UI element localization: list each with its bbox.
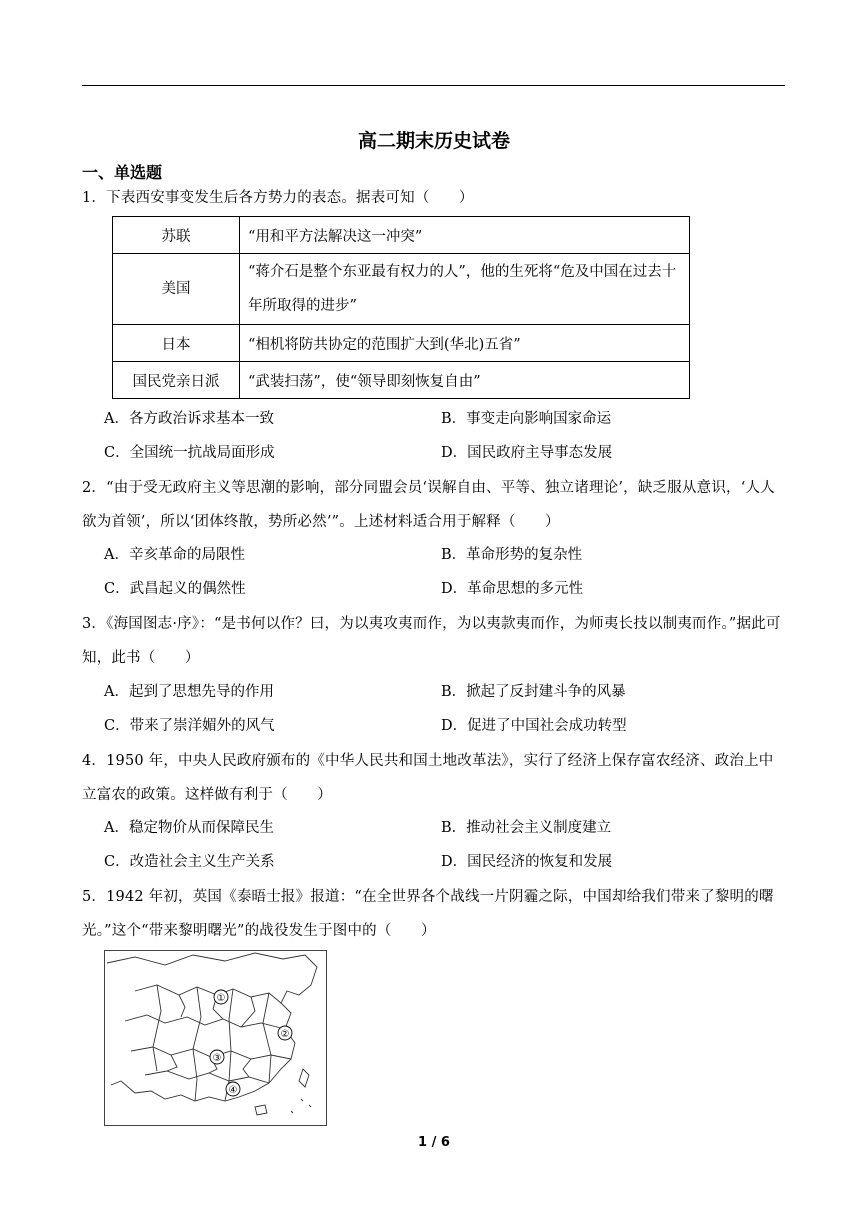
- question-1-stem: 1．下表西安事变发生后各方势力的表态。据表可知（ ）: [82, 190, 474, 206]
- question-1-option-b: B．事变走向影响国家命运: [441, 411, 612, 427]
- question-2-option-c: C．武昌起义的偶然性: [104, 581, 246, 597]
- table-cell-party: 苏联: [113, 217, 240, 254]
- question-2-option-a: A．辛亥革命的局限性: [104, 547, 245, 563]
- map-label-1: ①: [216, 993, 226, 1004]
- china-map-figure: [104, 950, 327, 1126]
- question-3-option-b: B．掀起了反封建斗争的风暴: [441, 684, 626, 700]
- table-cell-statement: “相机将防共协定的范围扩大到(华北)五省”: [240, 325, 690, 362]
- header-rule: [82, 85, 785, 86]
- question-3-option-c: C．带来了崇洋媚外的风气: [104, 718, 275, 734]
- map-label-3: ③: [212, 1053, 222, 1064]
- question-4-option-c: C．改造社会主义生产关系: [104, 854, 275, 870]
- table-row: [113, 325, 690, 362]
- table-row: [113, 217, 690, 254]
- question-1-option-d: D．国民政府主导事态发展: [441, 445, 613, 461]
- question-1-option-a: A．各方政治诉求基本一致: [104, 411, 274, 427]
- xian-incident-table: [112, 216, 690, 399]
- table-cell-statement: “用和平方法解决这一冲突”: [240, 217, 690, 254]
- table-row: [113, 254, 690, 325]
- question-5-stem: 5．1942 年初，英国《泰晤士报》报道：“在全世界各个战线一片阴霾之际，中国却给我们带来了黎明的曙光。”这个“带来黎明曙光”的战役发生于图中的（ ）: [82, 889, 774, 939]
- table-cell-statement: “武装扫荡”，使“领导即刻恢复自由”: [240, 362, 690, 399]
- table-cell-party: 国民党亲日派: [113, 362, 240, 399]
- table-cell-statement: “蒋介石是整个东亚最有权力的人”，他的生死将“危及中国在过去十年所取得的进步”: [240, 254, 690, 325]
- map-label-2: ②: [280, 1029, 290, 1040]
- section-heading: 一、单选题: [82, 163, 163, 182]
- question-3-stem: 3．《海国图志·序》：“是书何以作？曰，为以夷攻夷而作，为以夷款夷而作，为师夷长技以制夷而作。”据此可知，此书（ ）: [82, 616, 781, 666]
- question-2-option-b: B．革命形势的复杂性: [441, 547, 583, 563]
- question-2-option-d: D．革命思想的多元性: [441, 581, 584, 597]
- page-number: 1 / 6: [418, 1135, 450, 1150]
- table-cell-party: 美国: [113, 254, 240, 325]
- map-label-4: ④: [228, 1085, 238, 1096]
- question-4-option-a: A．稳定物价从而保障民生: [104, 820, 274, 836]
- question-1-option-c: C．全国统一抗战局面形成: [104, 445, 275, 461]
- page-title: 高二期末历史试卷: [357, 130, 510, 152]
- china-map-drawing: [105, 951, 326, 1125]
- question-3-option-a: A．起到了思想先导的作用: [104, 684, 274, 700]
- question-2-stem: 2．“由于受无政府主义等思潮的影响，部分同盟会员‘误解自由、平等、独立诸理论’，缺乏服从意识，‘人人欲为首领’，所以‘团体终散，势所必然’”。上述材料适合用于解释（ ）: [82, 480, 775, 530]
- question-4-option-b: B．推动社会主义制度建立: [441, 820, 612, 836]
- question-4-stem: 4．1950 年，中央人民政府颁布的《中华人民共和国土地改革法》，实行了经济上保存富农经济、政治上中立富农的政策。这样做有利于（ ）: [82, 753, 774, 803]
- question-3-option-d: D．促进了中国社会成功转型: [441, 718, 627, 734]
- table-cell-party: 日本: [113, 325, 240, 362]
- question-4-option-d: D．国民经济的恢复和发展: [441, 854, 613, 870]
- table-row: [113, 362, 690, 399]
